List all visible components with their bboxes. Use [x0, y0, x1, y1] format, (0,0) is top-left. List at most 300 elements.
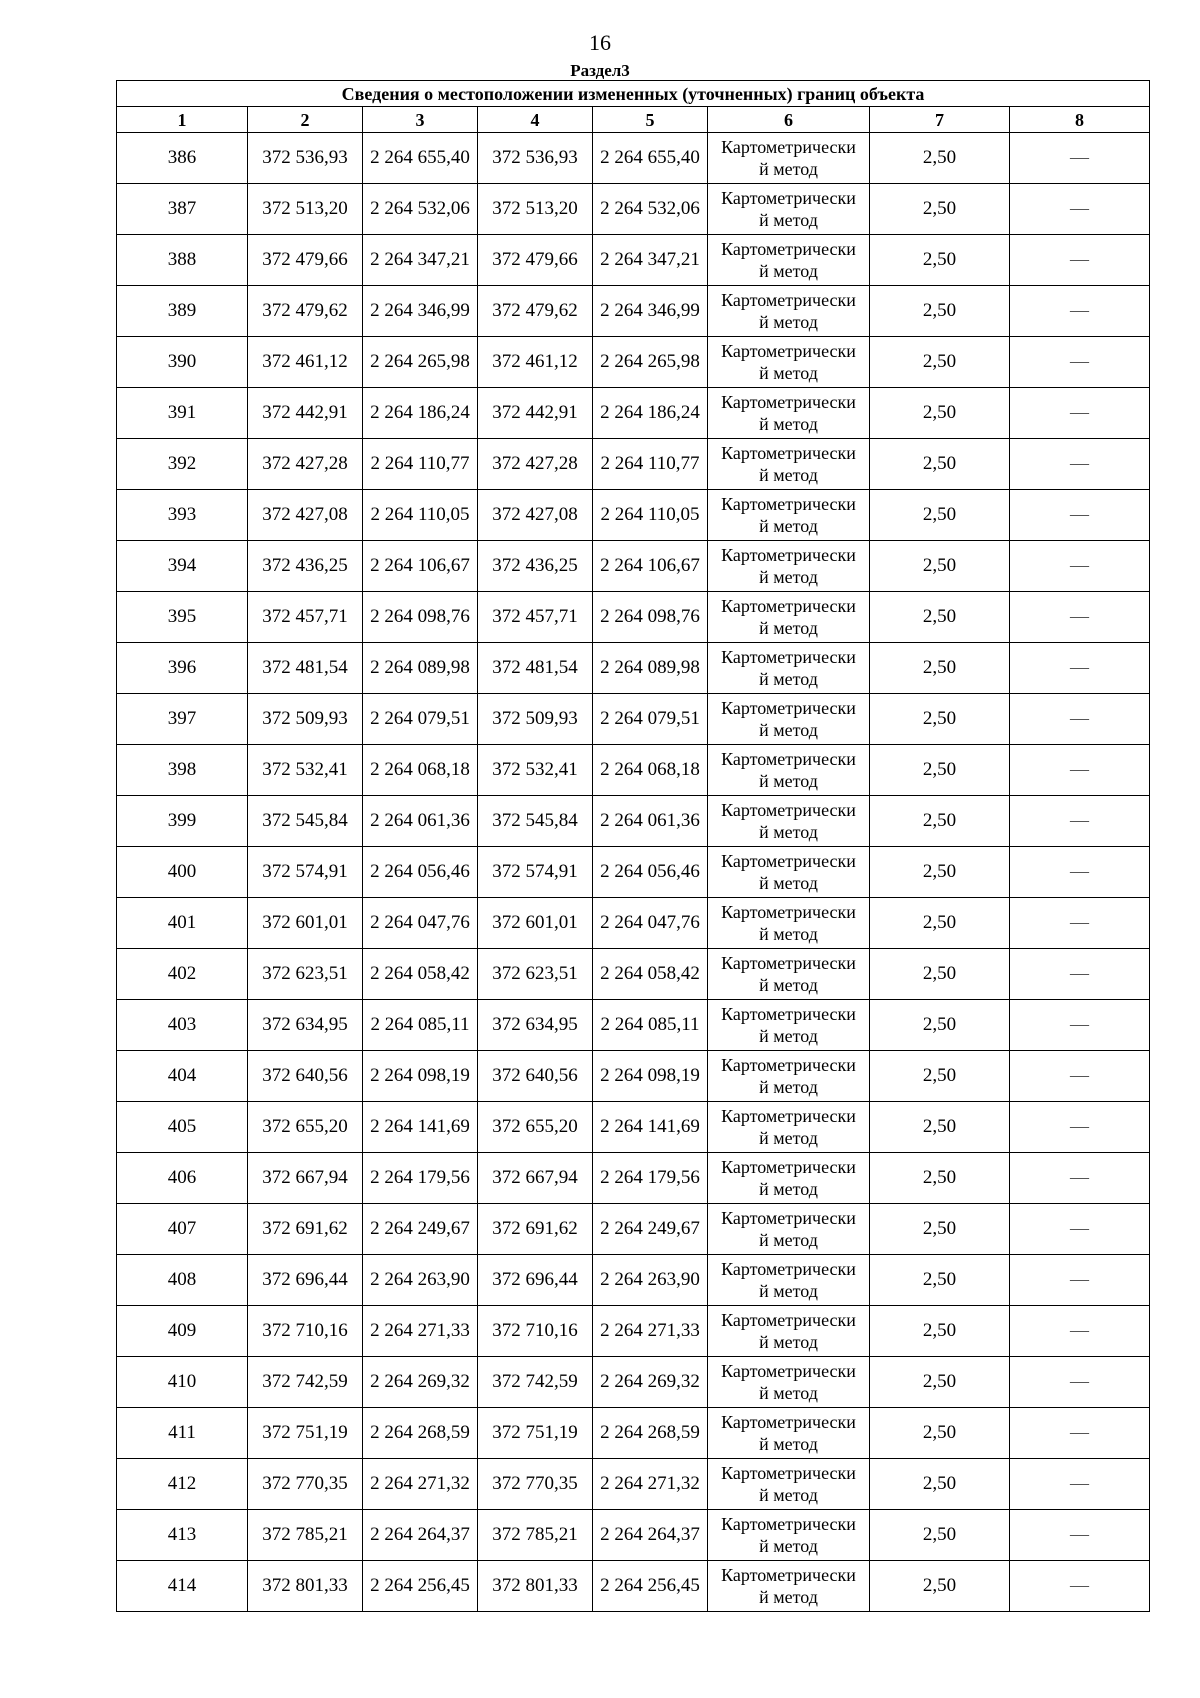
- accuracy-cell: 2,50: [870, 1000, 1010, 1051]
- y-coordinate-cell: 2 264 098,19: [363, 1051, 478, 1102]
- table-row: [117, 1459, 1150, 1510]
- method-cell: [708, 235, 870, 286]
- description-cell: —: [1010, 694, 1150, 745]
- y-coordinate-refined-cell: 2 264 346,99: [593, 286, 708, 337]
- accuracy-cell: 2,50: [870, 490, 1010, 541]
- x-coordinate-cell: 372 457,71: [248, 592, 363, 643]
- point-number-cell: 402: [117, 949, 248, 1000]
- x-coordinate-refined-cell: 372 513,20: [478, 184, 593, 235]
- description-cell: —: [1010, 745, 1150, 796]
- accuracy-cell: 2,50: [870, 898, 1010, 949]
- accuracy-cell: 2,50: [870, 1459, 1010, 1510]
- point-number-cell: 395: [117, 592, 248, 643]
- column-header: 7: [870, 107, 1010, 133]
- table-row: [117, 847, 1150, 898]
- accuracy-cell: 2,50: [870, 1306, 1010, 1357]
- accuracy-cell: 2,50: [870, 643, 1010, 694]
- method-text-line-1: Картометрически: [721, 1259, 856, 1279]
- y-coordinate-refined-cell: 2 264 047,76: [593, 898, 708, 949]
- column-header: 4: [478, 107, 593, 133]
- y-coordinate-cell: 2 264 269,32: [363, 1357, 478, 1408]
- table-row: [117, 1306, 1150, 1357]
- description-cell: —: [1010, 1153, 1150, 1204]
- y-coordinate-refined-cell: 2 264 186,24: [593, 388, 708, 439]
- method-text-line-2: й метод: [759, 1179, 818, 1199]
- method-cell: [708, 184, 870, 235]
- accuracy-cell: 2,50: [870, 1204, 1010, 1255]
- x-coordinate-cell: 372 436,25: [248, 541, 363, 592]
- description-cell: —: [1010, 184, 1150, 235]
- method-text-line-2: й метод: [759, 1587, 818, 1607]
- y-coordinate-cell: 2 264 263,90: [363, 1255, 478, 1306]
- x-coordinate-refined-cell: 372 442,91: [478, 388, 593, 439]
- method-text-line-2: й метод: [759, 1230, 818, 1250]
- x-coordinate-cell: 372 601,01: [248, 898, 363, 949]
- point-number-cell: 389: [117, 286, 248, 337]
- description-cell: —: [1010, 1408, 1150, 1459]
- method-text-line-2: й метод: [759, 1332, 818, 1352]
- y-coordinate-cell: 2 264 264,37: [363, 1510, 478, 1561]
- method-text-line-1: Картометрически: [721, 545, 856, 565]
- accuracy-cell: 2,50: [870, 1561, 1010, 1612]
- accuracy-cell: 2,50: [870, 1408, 1010, 1459]
- y-coordinate-cell: 2 264 532,06: [363, 184, 478, 235]
- method-text-line-2: й метод: [759, 669, 818, 689]
- method-text-line-2: й метод: [759, 720, 818, 740]
- method-cell: [708, 1459, 870, 1510]
- x-coordinate-cell: 372 623,51: [248, 949, 363, 1000]
- method-cell: [708, 1102, 870, 1153]
- table-row: [117, 1408, 1150, 1459]
- y-coordinate-cell: 2 264 098,76: [363, 592, 478, 643]
- y-coordinate-cell: 2 264 186,24: [363, 388, 478, 439]
- y-coordinate-cell: 2 264 346,99: [363, 286, 478, 337]
- y-coordinate-refined-cell: 2 264 256,45: [593, 1561, 708, 1612]
- description-cell: —: [1010, 898, 1150, 949]
- method-text-line-2: й метод: [759, 465, 818, 485]
- x-coordinate-refined-cell: 372 427,28: [478, 439, 593, 490]
- y-coordinate-refined-cell: 2 264 141,69: [593, 1102, 708, 1153]
- x-coordinate-refined-cell: 372 436,25: [478, 541, 593, 592]
- method-text-line-1: Картометрически: [721, 1157, 856, 1177]
- x-coordinate-cell: 372 691,62: [248, 1204, 363, 1255]
- description-cell: —: [1010, 1102, 1150, 1153]
- method-cell: [708, 796, 870, 847]
- accuracy-cell: 2,50: [870, 796, 1010, 847]
- point-number-cell: 399: [117, 796, 248, 847]
- description-cell: —: [1010, 949, 1150, 1000]
- method-text-line-2: й метод: [759, 1434, 818, 1454]
- method-cell: [708, 745, 870, 796]
- table-row: [117, 184, 1150, 235]
- y-coordinate-cell: 2 264 110,77: [363, 439, 478, 490]
- method-text-line-1: Картометрически: [721, 1565, 856, 1585]
- accuracy-cell: 2,50: [870, 184, 1010, 235]
- method-text-line-1: Картометрически: [721, 953, 856, 973]
- x-coordinate-cell: 372 479,62: [248, 286, 363, 337]
- method-text-line-2: й метод: [759, 567, 818, 587]
- point-number-cell: 412: [117, 1459, 248, 1510]
- y-coordinate-cell: 2 264 249,67: [363, 1204, 478, 1255]
- accuracy-cell: 2,50: [870, 1153, 1010, 1204]
- y-coordinate-cell: 2 264 268,59: [363, 1408, 478, 1459]
- y-coordinate-cell: 2 264 056,46: [363, 847, 478, 898]
- point-number-cell: 403: [117, 1000, 248, 1051]
- y-coordinate-refined-cell: 2 264 110,05: [593, 490, 708, 541]
- method-text-line-2: й метод: [759, 414, 818, 434]
- method-cell: [708, 1204, 870, 1255]
- method-text-line-1: Картометрически: [721, 596, 856, 616]
- y-coordinate-refined-cell: 2 264 056,46: [593, 847, 708, 898]
- method-cell: [708, 133, 870, 184]
- method-cell: [708, 643, 870, 694]
- x-coordinate-cell: 372 667,94: [248, 1153, 363, 1204]
- y-coordinate-cell: 2 264 068,18: [363, 745, 478, 796]
- description-cell: —: [1010, 286, 1150, 337]
- table-caption-row: [117, 81, 1150, 107]
- column-header: 5: [593, 107, 708, 133]
- method-text-line-2: й метод: [759, 1485, 818, 1505]
- y-coordinate-cell: 2 264 141,69: [363, 1102, 478, 1153]
- description-cell: —: [1010, 235, 1150, 286]
- description-cell: —: [1010, 1459, 1150, 1510]
- y-coordinate-refined-cell: 2 264 179,56: [593, 1153, 708, 1204]
- y-coordinate-refined-cell: 2 264 271,33: [593, 1306, 708, 1357]
- description-cell: —: [1010, 1561, 1150, 1612]
- method-text-line-1: Картометрически: [721, 1361, 856, 1381]
- point-number-cell: 387: [117, 184, 248, 235]
- method-cell: [708, 1051, 870, 1102]
- x-coordinate-cell: 372 461,12: [248, 337, 363, 388]
- table-row: [117, 745, 1150, 796]
- method-text-line-1: Картометрически: [721, 1055, 856, 1075]
- column-header: 1: [117, 107, 248, 133]
- point-number-cell: 413: [117, 1510, 248, 1561]
- point-number-cell: 409: [117, 1306, 248, 1357]
- accuracy-cell: 2,50: [870, 694, 1010, 745]
- method-text-line-1: Картометрически: [721, 851, 856, 871]
- y-coordinate-cell: 2 264 106,67: [363, 541, 478, 592]
- method-text-line-2: й метод: [759, 261, 818, 281]
- point-number-cell: 396: [117, 643, 248, 694]
- y-coordinate-cell: 2 264 271,32: [363, 1459, 478, 1510]
- column-header: 2: [248, 107, 363, 133]
- y-coordinate-cell: 2 264 655,40: [363, 133, 478, 184]
- point-number-cell: 414: [117, 1561, 248, 1612]
- table-header-row: [117, 107, 1150, 133]
- description-cell: —: [1010, 1510, 1150, 1561]
- accuracy-cell: 2,50: [870, 1510, 1010, 1561]
- method-text-line-2: й метод: [759, 822, 818, 842]
- x-coordinate-cell: 372 640,56: [248, 1051, 363, 1102]
- method-cell: [708, 592, 870, 643]
- method-cell: [708, 1408, 870, 1459]
- y-coordinate-refined-cell: 2 264 268,59: [593, 1408, 708, 1459]
- y-coordinate-cell: 2 264 047,76: [363, 898, 478, 949]
- accuracy-cell: 2,50: [870, 1102, 1010, 1153]
- table-row: [117, 1102, 1150, 1153]
- x-coordinate-refined-cell: 372 696,44: [478, 1255, 593, 1306]
- table-row: [117, 133, 1150, 184]
- y-coordinate-refined-cell: 2 264 098,19: [593, 1051, 708, 1102]
- y-coordinate-cell: 2 264 061,36: [363, 796, 478, 847]
- x-coordinate-refined-cell: 372 691,62: [478, 1204, 593, 1255]
- method-text-line-2: й метод: [759, 1077, 818, 1097]
- section-title: Раздел3: [570, 61, 630, 80]
- point-number-cell: 391: [117, 388, 248, 439]
- method-text-line-1: Картометрически: [721, 698, 856, 718]
- x-coordinate-cell: 372 655,20: [248, 1102, 363, 1153]
- description-cell: —: [1010, 847, 1150, 898]
- x-coordinate-cell: 372 710,16: [248, 1306, 363, 1357]
- x-coordinate-cell: 372 532,41: [248, 745, 363, 796]
- y-coordinate-cell: 2 264 085,11: [363, 1000, 478, 1051]
- point-number-cell: 411: [117, 1408, 248, 1459]
- method-cell: [708, 1255, 870, 1306]
- method-text-line-2: й метод: [759, 363, 818, 383]
- method-cell: [708, 898, 870, 949]
- x-coordinate-cell: 372 545,84: [248, 796, 363, 847]
- method-text-line-2: й метод: [759, 873, 818, 893]
- y-coordinate-refined-cell: 2 264 110,77: [593, 439, 708, 490]
- page-number: 16: [589, 30, 611, 55]
- x-coordinate-refined-cell: 372 623,51: [478, 949, 593, 1000]
- table-row: [117, 286, 1150, 337]
- accuracy-cell: 2,50: [870, 1051, 1010, 1102]
- method-cell: [708, 388, 870, 439]
- y-coordinate-refined-cell: 2 264 106,67: [593, 541, 708, 592]
- x-coordinate-refined-cell: 372 457,71: [478, 592, 593, 643]
- y-coordinate-cell: 2 264 089,98: [363, 643, 478, 694]
- table-row: [117, 694, 1150, 745]
- point-number-cell: 398: [117, 745, 248, 796]
- method-text-line-1: Картометрически: [721, 290, 856, 310]
- point-number-cell: 410: [117, 1357, 248, 1408]
- accuracy-cell: 2,50: [870, 949, 1010, 1000]
- table-row: [117, 439, 1150, 490]
- method-cell: [708, 1306, 870, 1357]
- x-coordinate-refined-cell: 372 640,56: [478, 1051, 593, 1102]
- x-coordinate-cell: 372 509,93: [248, 694, 363, 745]
- y-coordinate-refined-cell: 2 264 532,06: [593, 184, 708, 235]
- table-row: [117, 1153, 1150, 1204]
- table-caption: Сведения о местоположении измененных (уточненных) границ объекта: [117, 81, 1150, 107]
- x-coordinate-refined-cell: 372 574,91: [478, 847, 593, 898]
- x-coordinate-cell: 372 479,66: [248, 235, 363, 286]
- method-text-line-1: Картометрически: [721, 188, 856, 208]
- point-number-cell: 405: [117, 1102, 248, 1153]
- x-coordinate-cell: 372 770,35: [248, 1459, 363, 1510]
- table-row: [117, 1357, 1150, 1408]
- point-number-cell: 390: [117, 337, 248, 388]
- description-cell: —: [1010, 541, 1150, 592]
- method-text-line-1: Картометрически: [721, 392, 856, 412]
- x-coordinate-refined-cell: 372 601,01: [478, 898, 593, 949]
- y-coordinate-refined-cell: 2 264 264,37: [593, 1510, 708, 1561]
- x-coordinate-refined-cell: 372 479,62: [478, 286, 593, 337]
- method-text-line-1: Картометрически: [721, 137, 856, 157]
- x-coordinate-refined-cell: 372 785,21: [478, 1510, 593, 1561]
- x-coordinate-refined-cell: 372 536,93: [478, 133, 593, 184]
- y-coordinate-refined-cell: 2 264 061,36: [593, 796, 708, 847]
- x-coordinate-cell: 372 742,59: [248, 1357, 363, 1408]
- table-row: [117, 796, 1150, 847]
- method-text-line-1: Картометрически: [721, 1106, 856, 1126]
- y-coordinate-refined-cell: 2 264 269,32: [593, 1357, 708, 1408]
- y-coordinate-refined-cell: 2 264 263,90: [593, 1255, 708, 1306]
- method-text-line-1: Картометрически: [721, 1412, 856, 1432]
- table-row: [117, 898, 1150, 949]
- accuracy-cell: 2,50: [870, 439, 1010, 490]
- accuracy-cell: 2,50: [870, 745, 1010, 796]
- x-coordinate-cell: 372 442,91: [248, 388, 363, 439]
- x-coordinate-refined-cell: 372 479,66: [478, 235, 593, 286]
- x-coordinate-refined-cell: 372 427,08: [478, 490, 593, 541]
- accuracy-cell: 2,50: [870, 235, 1010, 286]
- description-cell: —: [1010, 1255, 1150, 1306]
- method-text-line-1: Картометрически: [721, 749, 856, 769]
- x-coordinate-cell: 372 536,93: [248, 133, 363, 184]
- x-coordinate-refined-cell: 372 667,94: [478, 1153, 593, 1204]
- x-coordinate-refined-cell: 372 710,16: [478, 1306, 593, 1357]
- method-text-line-2: й метод: [759, 210, 818, 230]
- accuracy-cell: 2,50: [870, 1255, 1010, 1306]
- method-text-line-2: й метод: [759, 1281, 818, 1301]
- description-cell: —: [1010, 1204, 1150, 1255]
- method-text-line-2: й метод: [759, 1383, 818, 1403]
- point-number-cell: 408: [117, 1255, 248, 1306]
- method-cell: [708, 286, 870, 337]
- y-coordinate-refined-cell: 2 264 347,21: [593, 235, 708, 286]
- method-cell: [708, 490, 870, 541]
- point-number-cell: 392: [117, 439, 248, 490]
- x-coordinate-refined-cell: 372 481,54: [478, 643, 593, 694]
- y-coordinate-cell: 2 264 271,33: [363, 1306, 478, 1357]
- description-cell: —: [1010, 337, 1150, 388]
- x-coordinate-cell: 372 634,95: [248, 1000, 363, 1051]
- table-row: [117, 1510, 1150, 1561]
- point-number-cell: 400: [117, 847, 248, 898]
- y-coordinate-cell: 2 264 256,45: [363, 1561, 478, 1612]
- method-cell: [708, 1000, 870, 1051]
- description-cell: —: [1010, 490, 1150, 541]
- accuracy-cell: 2,50: [870, 592, 1010, 643]
- y-coordinate-refined-cell: 2 264 068,18: [593, 745, 708, 796]
- table-row: [117, 1204, 1150, 1255]
- point-number-cell: 406: [117, 1153, 248, 1204]
- method-text-line-1: Картометрически: [721, 341, 856, 361]
- description-cell: —: [1010, 1051, 1150, 1102]
- description-cell: —: [1010, 1000, 1150, 1051]
- x-coordinate-refined-cell: 372 801,33: [478, 1561, 593, 1612]
- method-text-line-2: й метод: [759, 975, 818, 995]
- method-text-line-2: й метод: [759, 771, 818, 791]
- y-coordinate-refined-cell: 2 264 265,98: [593, 337, 708, 388]
- method-text-line-2: й метод: [759, 516, 818, 536]
- method-cell: [708, 694, 870, 745]
- method-text-line-1: Картометрически: [721, 239, 856, 259]
- table-row: [117, 949, 1150, 1000]
- y-coordinate-refined-cell: 2 264 098,76: [593, 592, 708, 643]
- description-cell: —: [1010, 1357, 1150, 1408]
- boundary-coordinates-table: [116, 80, 1150, 1612]
- x-coordinate-cell: 372 785,21: [248, 1510, 363, 1561]
- description-cell: —: [1010, 592, 1150, 643]
- y-coordinate-cell: 2 264 347,21: [363, 235, 478, 286]
- y-coordinate-refined-cell: 2 264 271,32: [593, 1459, 708, 1510]
- x-coordinate-cell: 372 696,44: [248, 1255, 363, 1306]
- method-text-line-2: й метод: [759, 924, 818, 944]
- y-coordinate-cell: 2 264 079,51: [363, 694, 478, 745]
- x-coordinate-cell: 372 574,91: [248, 847, 363, 898]
- x-coordinate-cell: 372 801,33: [248, 1561, 363, 1612]
- method-cell: [708, 1510, 870, 1561]
- description-cell: —: [1010, 796, 1150, 847]
- description-cell: —: [1010, 643, 1150, 694]
- method-text-line-1: Картометрически: [721, 443, 856, 463]
- method-text-line-1: Картометрически: [721, 1004, 856, 1024]
- accuracy-cell: 2,50: [870, 337, 1010, 388]
- method-text-line-1: Картометрически: [721, 494, 856, 514]
- method-text-line-1: Картометрически: [721, 800, 856, 820]
- method-text-line-1: Картометрически: [721, 1463, 856, 1483]
- method-text-line-2: й метод: [759, 159, 818, 179]
- table-row: [117, 643, 1150, 694]
- x-coordinate-refined-cell: 372 532,41: [478, 745, 593, 796]
- method-cell: [708, 337, 870, 388]
- description-cell: —: [1010, 1306, 1150, 1357]
- y-coordinate-refined-cell: 2 264 079,51: [593, 694, 708, 745]
- x-coordinate-refined-cell: 372 509,93: [478, 694, 593, 745]
- method-cell: [708, 1153, 870, 1204]
- method-cell: [708, 949, 870, 1000]
- x-coordinate-refined-cell: 372 742,59: [478, 1357, 593, 1408]
- method-text-line-1: Картометрически: [721, 902, 856, 922]
- description-cell: —: [1010, 388, 1150, 439]
- table-row: [117, 235, 1150, 286]
- accuracy-cell: 2,50: [870, 133, 1010, 184]
- x-coordinate-refined-cell: 372 545,84: [478, 796, 593, 847]
- table-row: [117, 337, 1150, 388]
- y-coordinate-refined-cell: 2 264 249,67: [593, 1204, 708, 1255]
- table-body: [117, 133, 1150, 1612]
- table-row: [117, 592, 1150, 643]
- y-coordinate-refined-cell: 2 264 655,40: [593, 133, 708, 184]
- method-text-line-2: й метод: [759, 312, 818, 332]
- x-coordinate-refined-cell: 372 634,95: [478, 1000, 593, 1051]
- description-cell: —: [1010, 133, 1150, 184]
- y-coordinate-cell: 2 264 110,05: [363, 490, 478, 541]
- point-number-cell: 404: [117, 1051, 248, 1102]
- column-header: 3: [363, 107, 478, 133]
- column-header: 8: [1010, 107, 1150, 133]
- x-coordinate-refined-cell: 372 751,19: [478, 1408, 593, 1459]
- y-coordinate-cell: 2 264 265,98: [363, 337, 478, 388]
- method-text-line-2: й метод: [759, 1536, 818, 1556]
- y-coordinate-refined-cell: 2 264 089,98: [593, 643, 708, 694]
- method-text-line-1: Картометрически: [721, 1208, 856, 1228]
- y-coordinate-cell: 2 264 179,56: [363, 1153, 478, 1204]
- table-row: [117, 490, 1150, 541]
- column-header: 6: [708, 107, 870, 133]
- point-number-cell: 397: [117, 694, 248, 745]
- table-row: [117, 1000, 1150, 1051]
- description-cell: —: [1010, 439, 1150, 490]
- method-text-line-1: Картометрически: [721, 1310, 856, 1330]
- table-row: [117, 388, 1150, 439]
- y-coordinate-refined-cell: 2 264 058,42: [593, 949, 708, 1000]
- point-number-cell: 394: [117, 541, 248, 592]
